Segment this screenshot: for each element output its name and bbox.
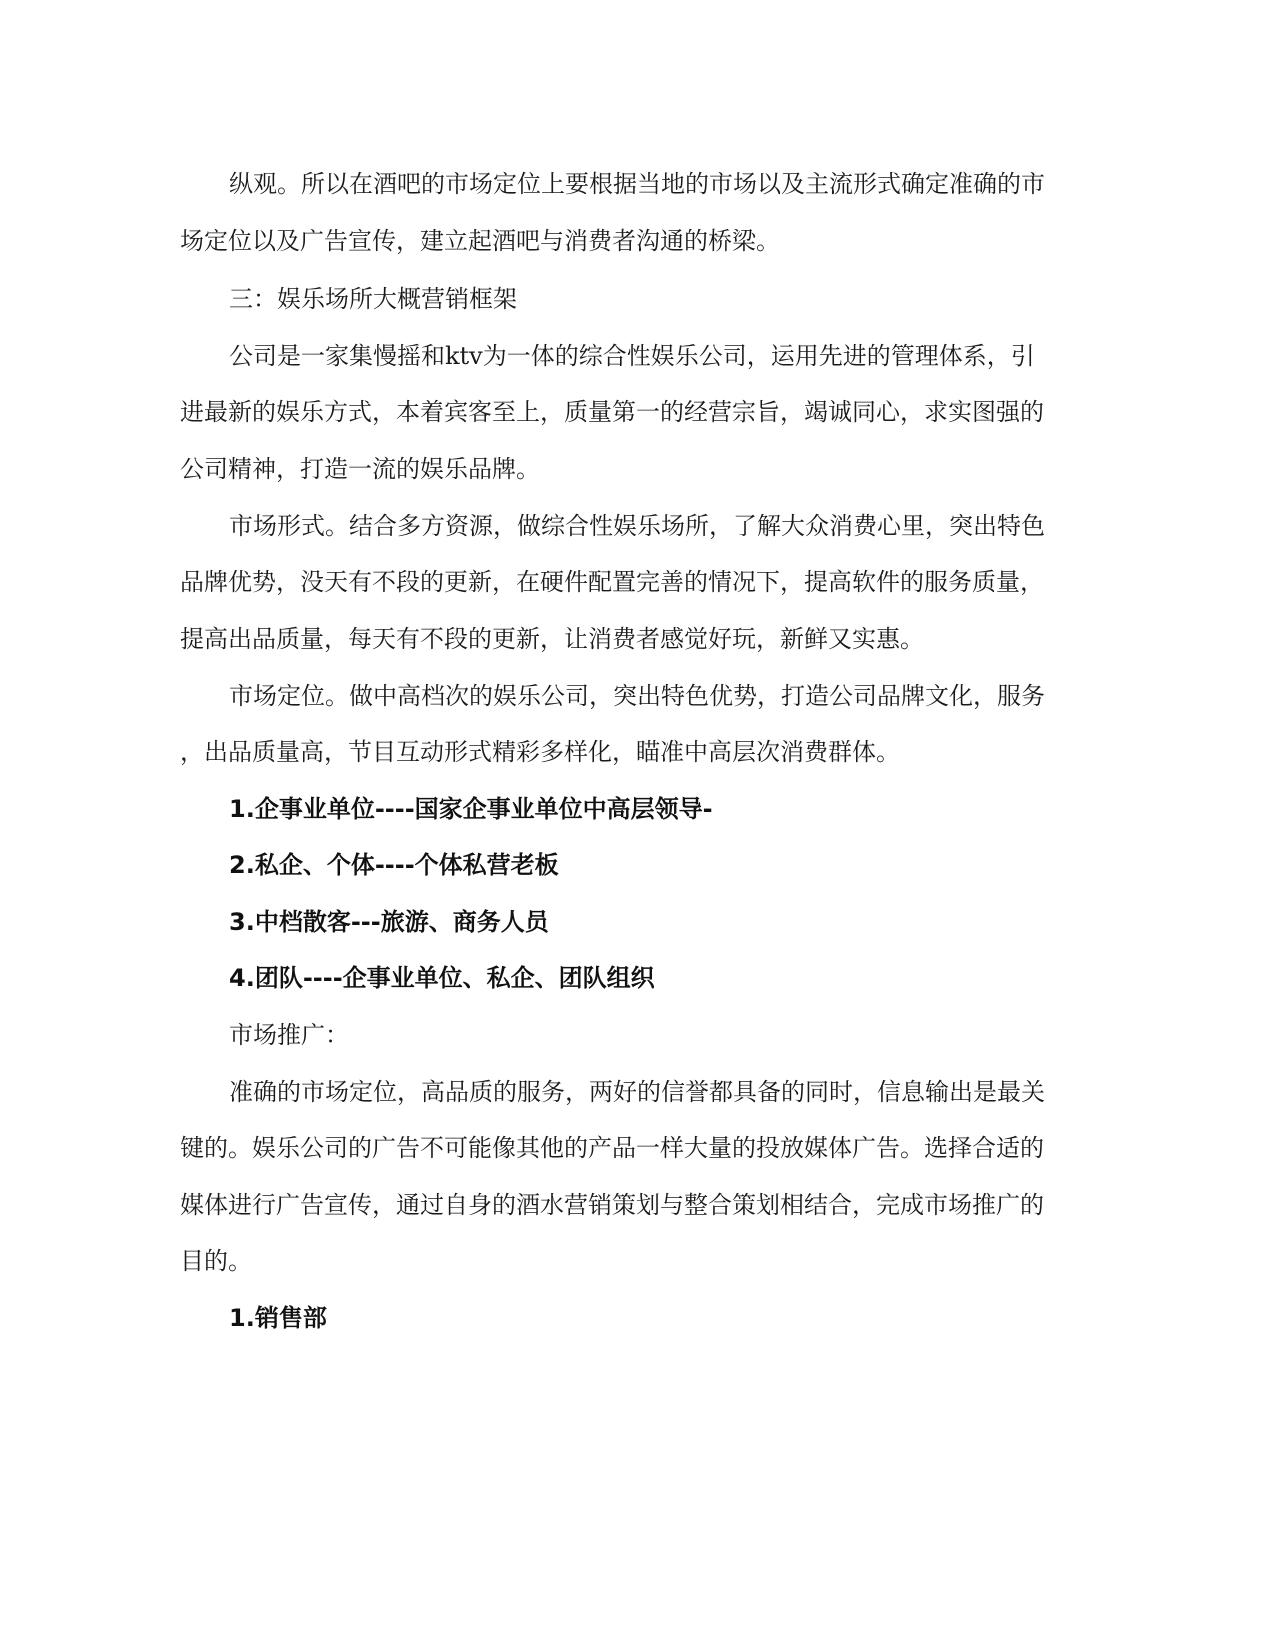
paragraph-line: ，出品质量高，节目互动形式精彩多样化，瞄准中高层次消费群体。 [180, 738, 900, 766]
list-item: 1.企事业单位----国家企事业单位中高层领导- [229, 795, 713, 823]
list-item: 3.中档散客---旅游、商务人员 [229, 908, 549, 936]
list-item: 4.团队----企事业单位、私企、团队组织 [229, 964, 655, 992]
paragraph-line: 提高出品质量，每天有不段的更新，让消费者感觉好玩，新鲜又实惠。 [180, 625, 924, 653]
paragraph-line: 纵观。所以在酒吧的市场定位上要根据当地的市场以及主流形式确定准确的市 [229, 170, 1045, 198]
subsection-heading: 市场推广： [229, 1021, 349, 1049]
paragraph-line: 公司是一家集慢摇和ktv为一体的综合性娱乐公司，运用先进的管理体系，引 [229, 342, 1035, 370]
paragraph-line: 市场定位。做中高档次的娱乐公司，突出特色优势，打造公司品牌文化，服务 [229, 682, 1045, 710]
paragraph-line: 场定位以及广告宣传，建立起酒吧与消费者沟通的桥梁。 [180, 227, 780, 255]
paragraph-line: 准确的市场定位，高品质的服务，两好的信誉都具备的同时，信息输出是最关 [229, 1078, 1045, 1106]
paragraph-line: 键的。娱乐公司的广告不可能像其他的产品一样大量的投放媒体广告。选择合适的 [180, 1134, 1044, 1162]
paragraph-line: 市场形式。结合多方资源，做综合性娱乐场所，了解大众消费心里，突出特色 [229, 512, 1045, 540]
paragraph-line: 品牌优势，没天有不段的更新，在硬件配置完善的情况下，提高软件的服务质量， [180, 568, 1044, 596]
paragraph-line: 公司精神，打造一流的娱乐品牌。 [180, 455, 540, 483]
paragraph-line: 进最新的娱乐方式，本着宾客至上，质量第一的经营宗旨，竭诚同心，求实图强的 [180, 398, 1044, 426]
list-item: 1.销售部 [229, 1304, 327, 1332]
section-heading: 三：娱乐场所大概营销框架 [229, 285, 517, 313]
list-item: 2.私企、个体----个体私营老板 [229, 851, 559, 879]
paragraph-line: 目的。 [180, 1247, 252, 1275]
paragraph-line: 媒体进行广告宣传，通过自身的酒水营销策划与整合策划相结合，完成市场推广的 [180, 1191, 1044, 1219]
